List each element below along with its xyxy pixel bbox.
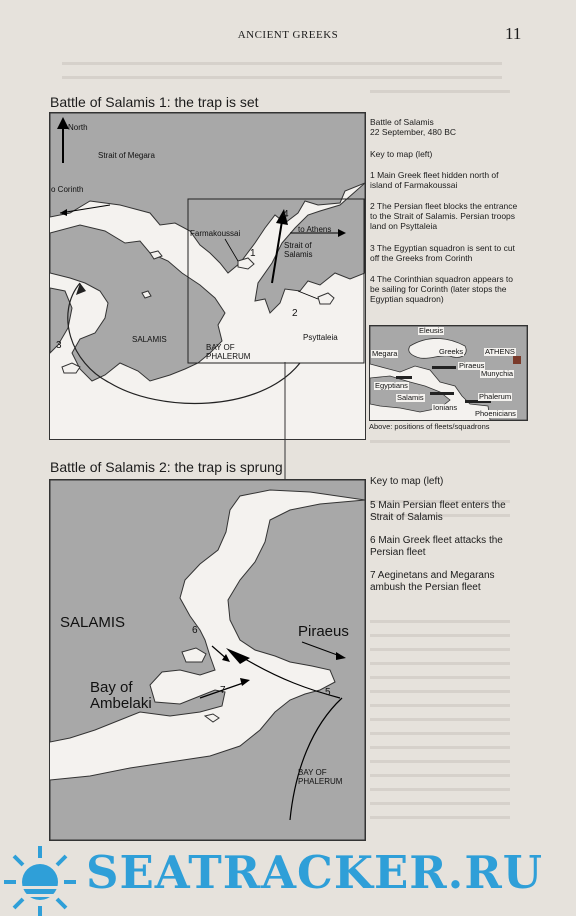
watermark-text: SEATRACKER.RU — [86, 846, 543, 899]
strait-of-salamis-label: Strait of Salamis — [284, 241, 313, 259]
inset-megara: Megara — [372, 349, 398, 358]
inset-athens: ATHENS — [485, 347, 515, 356]
map1-title: Battle of Salamis 1: the trap is set — [50, 94, 259, 110]
inset-munychia: Munychia — [481, 369, 514, 378]
farmakoussai-label: Farmakoussai — [190, 229, 241, 238]
strait-of-megara-label: Strait of Megara — [98, 151, 155, 160]
inset-salamis: Salamis — [397, 393, 424, 402]
marker-2: 2 — [292, 308, 298, 319]
inset-phoenicians: Phoenicians — [475, 409, 516, 418]
bay-of-phalerum-label: BAY OF PHALERUM — [206, 343, 251, 361]
map2-bay-of-ambelaki-label: Bay of Ambelaki — [90, 679, 152, 712]
salamis-label: SALAMIS — [132, 335, 167, 344]
map1-key-title: Key to map (left) — [370, 149, 433, 159]
marker-7: 7 — [220, 685, 226, 696]
map1-key-item: 1 Main Greek fleet hidden north of island of Farmakoussai — [370, 170, 499, 190]
inset-greeks: Greeks — [439, 347, 464, 356]
map1-heading: Battle of Salamis 22 September, 480 BC — [370, 117, 457, 137]
marker-6: 6 — [192, 625, 198, 636]
map1-psyttaleia — [318, 293, 334, 304]
map2-piraeus-label: Piraeus — [298, 623, 349, 640]
inset-phalerum: Phalerum — [479, 392, 512, 401]
map2-key-title: Key to map (left) — [370, 476, 444, 487]
map2-drawing — [50, 480, 365, 840]
map1-key-item: 2 The Persian fleet blocks the entrance to the Strait of Salamis. Persian troops land on Psyttaleia — [370, 201, 518, 231]
running-head: ANCIENT GREEKS — [237, 29, 339, 41]
inset-eleusis: Eleusis — [419, 326, 444, 335]
map1-key-item: 4 The Corinthian squadron appears to be sailing for Corinth (later stops the Egyptian squadron) — [370, 274, 514, 304]
map1-salamis-island — [50, 225, 225, 381]
marker-4: 4 — [283, 209, 289, 220]
inset-caption: Above: positions of fleets/squadrons — [369, 422, 490, 431]
marker-1: 1 — [250, 248, 256, 259]
corinth-label: o Corinth — [51, 185, 84, 194]
map1 — [49, 112, 366, 440]
inset-map — [369, 325, 528, 421]
psyttaleia-label: Psyttaleia — [303, 333, 338, 342]
page-number: 11 — [505, 24, 522, 43]
north-label: North — [68, 123, 88, 132]
inset-ionians: Ionians — [433, 403, 458, 412]
map2-key-item: 5 Main Persian fleet enters the Strait of Salamis — [370, 500, 506, 523]
inset-egyptians: Egyptians — [375, 381, 408, 390]
map1-drawing — [50, 113, 365, 439]
map2-key-item: 6 Main Greek fleet attacks the Persian fleet — [370, 535, 503, 558]
to-athens-label: to Athens — [298, 225, 332, 234]
map1-key-item: 3 The Egyptian squadron is sent to cut off the Greeks from Corinth — [370, 243, 515, 263]
marker-3: 3 — [56, 340, 62, 351]
inset-piraeus: Piraeus — [459, 361, 485, 370]
map2-title: Battle of Salamis 2: the trap is sprung — [50, 459, 283, 475]
map2-bay-of-phalerum-label: BAY OF PHALERUM — [298, 768, 343, 786]
map2-salamis-label: SALAMIS — [60, 614, 126, 631]
marker-5: 5 — [325, 687, 331, 698]
map2 — [49, 479, 366, 841]
map2-key-item: 7 Aeginetans and Megarans ambush the Persian fleet — [370, 570, 495, 593]
